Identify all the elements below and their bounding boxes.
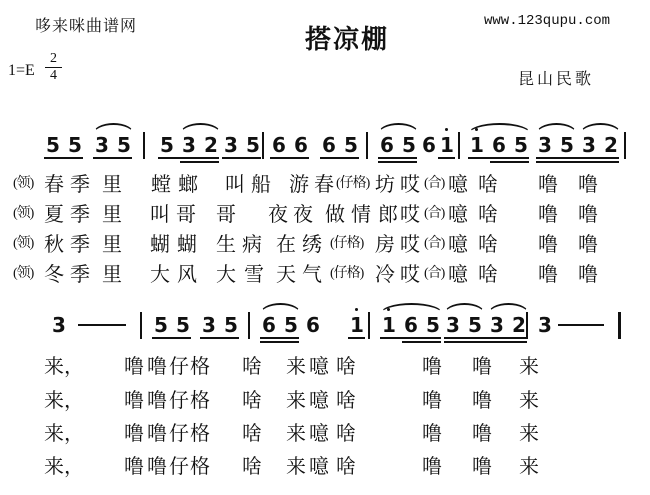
lyric-word: 啥 [336, 456, 356, 478]
note-digit: 5 [426, 313, 440, 337]
barline [366, 132, 368, 159]
lyric-word: 天 [276, 264, 296, 286]
note-digit: 2 [512, 313, 526, 337]
lyric-word: 噜 [147, 423, 167, 445]
lyric-word: 噫 [448, 204, 468, 226]
lyric-word: 仔 [169, 356, 189, 378]
site-url: www.123qupu.com [484, 13, 611, 29]
beam-underline [260, 341, 299, 343]
beam-underline [93, 157, 132, 159]
lyric-word: 病 [242, 234, 262, 256]
lyric-word: 噫 [309, 356, 329, 378]
song-title: 搭凉棚 [304, 25, 389, 54]
lyric-word: 冷 [375, 264, 395, 286]
lyric-word: 哎 [400, 174, 420, 196]
lyric-word: 噜 [472, 423, 492, 445]
slur-arc [468, 123, 531, 134]
lyric-word: 仔 [169, 390, 189, 412]
lyric-word: 噜 [147, 456, 167, 478]
lyric-word: 噜 [472, 390, 492, 412]
lyric-word: 来， [44, 390, 84, 412]
lyric-word: 大 [150, 264, 170, 286]
time-denominator: 4 [50, 68, 57, 83]
lyric-word: 哎 [400, 234, 420, 256]
note-digit: 5 [117, 133, 131, 157]
lyric-word: 哎 [400, 204, 420, 226]
beam-underline [468, 157, 529, 159]
lyric-word: (领) [13, 206, 34, 221]
note-digit: 2 [604, 133, 618, 157]
time-signature [45, 52, 62, 83]
lyric-word: 来 [286, 423, 306, 445]
beam-underline [158, 157, 219, 159]
lyric-word: 夜 [293, 204, 313, 226]
lyric-word: (合) [424, 206, 445, 221]
note-digit: 3 [224, 133, 238, 157]
lyric-word: 啥 [336, 356, 356, 378]
barline [248, 312, 250, 339]
lyric-word: 噜 [124, 390, 144, 412]
lyric-word: 春 [44, 174, 64, 196]
lyric-word: 秋 [44, 234, 64, 256]
lyric-word: 噜 [422, 390, 442, 412]
beam-underline [444, 341, 527, 343]
note-digit: 5 [176, 313, 190, 337]
lyric-word: 里 [102, 234, 122, 256]
lyric-word: 噜 [538, 204, 558, 226]
lyric-word: 啥 [242, 390, 262, 412]
lyric-word: 啥 [336, 423, 356, 445]
note-digit: 3 [538, 133, 552, 157]
lyric-word: 来 [286, 356, 306, 378]
lyric-word: (合) [424, 266, 445, 281]
lyric-word: 生 [216, 234, 236, 256]
beam-underline [222, 157, 261, 159]
note-digit: 5 [246, 133, 260, 157]
beam-underline [378, 157, 417, 159]
beam-underline [152, 337, 191, 339]
lyric-word: 做 [325, 204, 345, 226]
lyric-word: 哥 [216, 204, 236, 226]
lyric-word: 雪 [244, 264, 264, 286]
lyric-word: 噜 [578, 234, 598, 256]
note-digit: 3 [202, 313, 216, 337]
note-digit: 6 [272, 133, 286, 157]
beam-underline [378, 161, 417, 163]
lyric-word: 啥 [478, 234, 498, 256]
note-digit: 5 [560, 133, 574, 157]
slur-arc [444, 303, 485, 314]
note-digit: 5 [224, 313, 238, 337]
lyric-word: 风 [177, 264, 197, 286]
barline [140, 312, 142, 339]
lyric-word: 啥 [478, 264, 498, 286]
lyric-word: 噜 [472, 456, 492, 478]
beam-underline [536, 161, 619, 163]
note-digit: 6 [404, 313, 418, 337]
lyric-word: 噫 [309, 456, 329, 478]
note-digit: 5 [514, 133, 528, 157]
lyric-word: 季 [70, 234, 90, 256]
lyric-word: 噜 [422, 456, 442, 478]
lyric-word: 噫 [309, 423, 329, 445]
lyric-word: 噜 [147, 356, 167, 378]
note-digit: 2 [204, 133, 218, 157]
slur-arc [580, 123, 621, 134]
note-digit: 3 [95, 133, 109, 157]
barline [368, 312, 370, 339]
lyric-word: 绣 [302, 234, 322, 256]
lyric-word: 噫 [309, 390, 329, 412]
lyric-word: (领) [13, 236, 34, 251]
lyric-word: 噫 [448, 264, 468, 286]
note-digit: 3 [182, 133, 196, 157]
lyric-word: 来 [519, 456, 539, 478]
lyric-word: 房 [375, 234, 395, 256]
lyric-word: 噜 [124, 356, 144, 378]
lyric-word: 噜 [472, 356, 492, 378]
lyric-word: 啥 [478, 174, 498, 196]
lyric-word: 仔 [169, 456, 189, 478]
slur-arc [180, 123, 221, 134]
key-signature: 1=E [8, 62, 35, 79]
lyric-word: 坊 [375, 174, 395, 196]
lyric-row [0, 384, 650, 410]
lyric-word: 蝴 [150, 234, 170, 256]
song-source: 昆山民歌 [518, 71, 595, 88]
lyric-word: 季 [70, 174, 90, 196]
lyric-word: 噜 [578, 264, 598, 286]
beam-underline [348, 337, 365, 339]
beam-underline [270, 157, 309, 159]
lyric-row [0, 350, 650, 376]
lyric-word: (仔格) [336, 176, 370, 191]
lyric-word: 啥 [478, 204, 498, 226]
beam-underline [200, 337, 239, 339]
slur-arc [378, 123, 419, 134]
site-name: 哆来咪曲谱网 [35, 18, 138, 35]
beam-underline [380, 337, 441, 339]
barline [143, 132, 145, 159]
slur-arc [488, 303, 529, 314]
lyric-word: 来 [286, 390, 306, 412]
lyric-word: 噜 [124, 423, 144, 445]
barline [526, 312, 528, 339]
lyric-word: 来 [519, 390, 539, 412]
note-digit: 5 [468, 313, 482, 337]
lyric-row [0, 228, 650, 254]
lyric-word: 大 [216, 264, 236, 286]
lyric-word: 船 [251, 174, 271, 196]
lyric-word: 格 [190, 423, 210, 445]
note-digit: 1 [382, 313, 396, 337]
beam-underline [490, 161, 529, 163]
lyric-row [0, 258, 650, 284]
lyric-word: 叫 [225, 174, 245, 196]
barline [262, 132, 264, 159]
lyric-word: (合) [424, 176, 445, 191]
lyric-word: 噜 [422, 356, 442, 378]
beam-underline [444, 337, 527, 339]
note-digit: 3 [52, 313, 66, 337]
lyric-word: 来 [519, 423, 539, 445]
note-digit: 6 [380, 133, 394, 157]
note-digit: 6 [492, 133, 506, 157]
lyric-word: 啥 [242, 456, 262, 478]
lyric-word: 噜 [538, 234, 558, 256]
lyric-word: 啥 [336, 390, 356, 412]
lyric-word: 里 [102, 204, 122, 226]
barline [624, 132, 626, 159]
lyric-word: 里 [102, 264, 122, 286]
lyric-word: (领) [13, 266, 34, 281]
half-note-dash [78, 324, 126, 326]
lyric-word: (领) [13, 176, 34, 191]
lyric-word: 格 [190, 390, 210, 412]
lyric-word: 在 [276, 234, 296, 256]
lyric-word: 情 [351, 204, 371, 226]
lyric-word: 来， [44, 356, 84, 378]
lyric-word: 来， [44, 456, 84, 478]
barline [618, 312, 621, 339]
lyric-word: 季 [70, 264, 90, 286]
lyric-word: 季 [70, 204, 90, 226]
note-digit: 5 [402, 133, 416, 157]
beam-underline [402, 341, 441, 343]
note-digit: 6 [422, 133, 436, 157]
lyric-word: 夜 [268, 204, 288, 226]
lyric-word: 噜 [422, 423, 442, 445]
lyric-word: 夏 [44, 204, 64, 226]
lyric-word: 叫 [150, 204, 170, 226]
lyric-word: 啥 [242, 356, 262, 378]
beam-underline [536, 157, 619, 159]
lyric-word: 螳 [151, 174, 171, 196]
note-digit: 5 [284, 313, 298, 337]
note-digit: 5 [160, 133, 174, 157]
lyric-word: 里 [102, 174, 122, 196]
lyric-word: 噫 [448, 234, 468, 256]
lyric-word: 噜 [538, 264, 558, 286]
note-digit: 3 [538, 313, 552, 337]
note-digit: 6 [306, 313, 320, 337]
lyric-word: 蝴 [177, 234, 197, 256]
lyric-word: 游 [289, 174, 309, 196]
beam-underline [438, 157, 455, 159]
lyric-word: 冬 [44, 264, 64, 286]
lyric-word: 噜 [578, 174, 598, 196]
note-digit: 5 [344, 133, 358, 157]
slur-arc [260, 303, 301, 314]
half-note-dash [558, 324, 604, 326]
lyric-word: 仔 [169, 423, 189, 445]
beam-underline [44, 157, 83, 159]
note-digit: 5 [68, 133, 82, 157]
note-digit: 5 [154, 313, 168, 337]
lyric-word: 格 [190, 456, 210, 478]
lyric-word: 噜 [124, 456, 144, 478]
lyric-row [0, 168, 650, 194]
note-digit: 3 [490, 313, 504, 337]
note-digit: 1 [470, 133, 484, 157]
barline [458, 132, 460, 159]
beam-underline [180, 161, 219, 163]
lyric-word: 啥 [242, 423, 262, 445]
slur-arc [93, 123, 134, 134]
lyric-word: 噜 [147, 390, 167, 412]
lyric-word: 格 [190, 356, 210, 378]
note-digit: 6 [322, 133, 336, 157]
note-digit: 1 [350, 313, 364, 337]
lyric-word: 郎 [378, 204, 398, 226]
lyric-word: 噜 [578, 204, 598, 226]
lyric-word: (合) [424, 236, 445, 251]
lyric-row [0, 198, 650, 224]
lyric-word: 来 [519, 356, 539, 378]
lyric-word: 来， [44, 423, 84, 445]
lyric-word: 春 [314, 174, 334, 196]
note-digit: 3 [582, 133, 596, 157]
beam-underline [260, 337, 299, 339]
notation-line-2 [0, 300, 650, 350]
lyric-word: (仔格) [330, 236, 364, 251]
lyric-word: 哎 [400, 264, 420, 286]
lyric-word: 螂 [178, 174, 198, 196]
lyric-word: 噜 [538, 174, 558, 196]
lyric-word: (仔格) [330, 266, 364, 281]
note-digit: 3 [446, 313, 460, 337]
octave-dot [355, 308, 358, 311]
slur-arc [380, 303, 443, 314]
lyric-row [0, 450, 650, 476]
lyric-word: 噫 [448, 174, 468, 196]
note-digit: 6 [262, 313, 276, 337]
lyric-row [0, 417, 650, 443]
note-digit: 1 [440, 133, 454, 157]
lyric-word: 哥 [176, 204, 196, 226]
lyric-word: 气 [302, 264, 322, 286]
note-digit: 5 [46, 133, 60, 157]
note-digit: 6 [294, 133, 308, 157]
lyric-word: 来 [286, 456, 306, 478]
slur-arc [536, 123, 577, 134]
time-numerator: 2 [50, 51, 57, 66]
notation-line-1 [0, 120, 650, 170]
octave-dot [445, 128, 448, 131]
beam-underline [320, 157, 359, 159]
